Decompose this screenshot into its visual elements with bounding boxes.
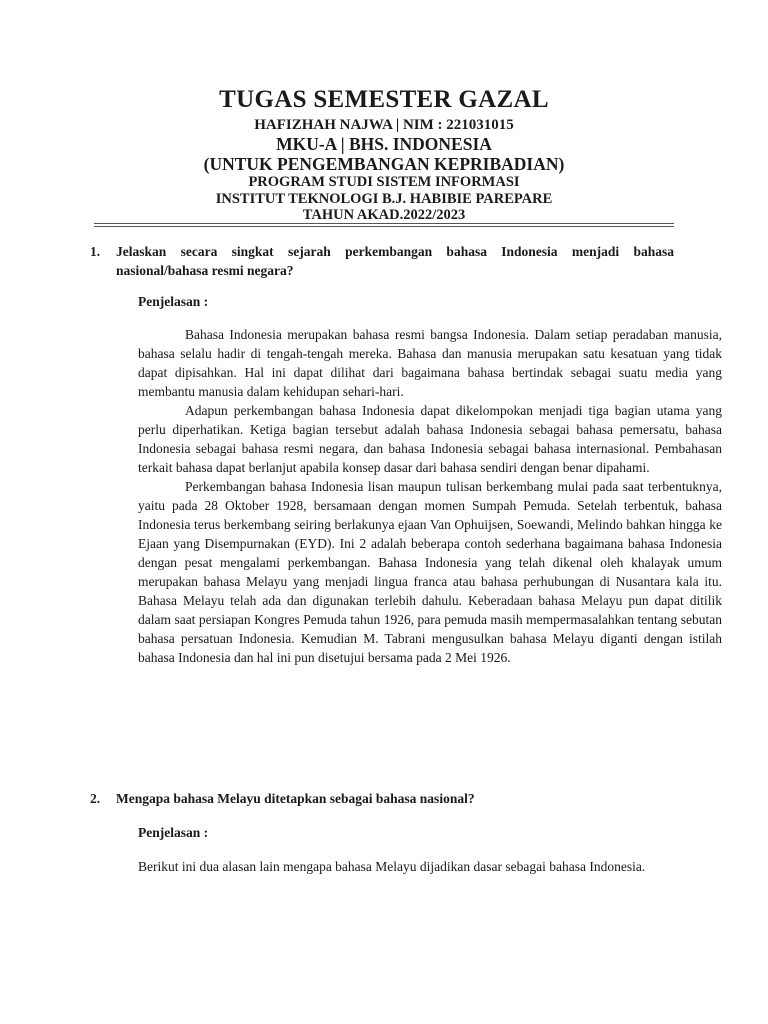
question-1-answer: [138, 325, 722, 667]
question-2-text-block: [90, 789, 674, 808]
document-title: TUGAS SEMESTER GAZAL: [219, 86, 549, 113]
question-2-answer-label: Penjelasan :: [138, 825, 209, 840]
question-1-text-block: [90, 242, 674, 280]
header-divider-bottom: [94, 226, 674, 227]
institute-name: INSTITUT TEKNOLOGI B.J. HABIBIE PAREPARE: [215, 190, 553, 207]
academic-year: TAHUN AKAD.2022/2023: [302, 207, 466, 223]
question-1-text: Jelaskan secara singkat sejarah perkembangan bahasa Indonesia menjadi bahasa nasional/bahasa resmi negara?: [116, 244, 674, 278]
question-2-number: 2.: [90, 791, 101, 806]
answer-2-paragraph-1: Berikut ini dua alasan lain mengapa bahasa Melayu dijadikan dasar sebagai bahasa Indonesia.: [138, 859, 646, 874]
course-name: MKU-A | BHS. INDONESIA: [276, 134, 492, 154]
course-subtitle: (UNTUK PENGEMBANGAN KEPRIBADIAN): [203, 154, 565, 174]
answer-1-paragraph-1: Bahasa Indonesia merupakan bahasa resmi bangsa Indonesia. Dalam setiap peradaban manusia, bahasa selalu hadir di tengah-tengah mereka. Bahasa dan manusia merupakan satu kesatuan yang tidak dapat dipisahkan. Hal ini dapat dilihat dari bagaimana bahasa bertindak sebagai suatu media yang membantu manusia dalam kehidupan sehari-hari.: [138, 327, 722, 399]
answer-1-paragraph-2: Adapun perkembangan bahasa Indonesia dapat dikelompokan menjadi tiga bagian utama yang perlu diperhatikan. Ketiga bagian tersebut adalah bahasa Indonesia sebagai bahasa pemersatu, bahasa Indonesia sebagai bahasa resmi negara, dan bahasa Indonesia sebagai bahasa internasional. Pembahasan terkait bahasa dapat berlanjut apabila konsep dasar dari bahasa sendiri dengan benar dipahami.: [138, 403, 722, 475]
header-divider-top: [94, 223, 674, 224]
study-program: PROGRAM STUDI SISTEM INFORMASI: [248, 174, 520, 190]
question-1-number: 1.: [90, 244, 101, 259]
question-2-text: Mengapa bahasa Melayu ditetapkan sebagai bahasa nasional?: [116, 791, 475, 806]
answer-1-paragraph-3: Perkembangan bahasa Indonesia lisan maupun tulisan berkembang mulai pada saat terbentuknya, yaitu pada 28 Oktober 1928, bersamaan dengan momen Sumpah Pemuda. Setelah terbentuk, bahasa Indonesia terus berkembang seiring berlakunya ejaan Van Ophuijsen, Soewandi, Melindo bahkan hingga ke Ejaan yang Disempurnakan (EYD). Ini 2 adalah beberapa contoh sederhana bagaimana bahasa Indonesia dengan pesat mengalami perkembangan. Bahasa Indonesia yang telah dikenal oleh khalayak umum merupakan bahasa Melayu yang menjadi lingua franca atau bahasa perhubungan di Nusantara kala itu. Bahasa Melayu telah ada dan digunakan terlebih dahulu. Keberadaan bahasa Melayu pun dapat ditilik dalam saat persiapan Kongres Pemuda tahun 1926, para pemuda masih mempermasalahkan tentang sebutan bahasa persatuan Indonesia. Kemudian M. Tabrani mengusulkan bahasa Melayu diganti dengan istilah bahasa Indonesia dan hal ini pun disetujui bersama pada 2 Mei 1926.: [138, 479, 722, 665]
question-2: [90, 789, 674, 808]
student-identity: HAFIZHAH NAJWA | NIM : 221031015: [254, 117, 514, 133]
question-2-answer: [138, 857, 722, 876]
question-1: [90, 242, 674, 280]
question-1-answer-label: Penjelasan :: [138, 294, 209, 309]
document-header: [0, 84, 768, 224]
